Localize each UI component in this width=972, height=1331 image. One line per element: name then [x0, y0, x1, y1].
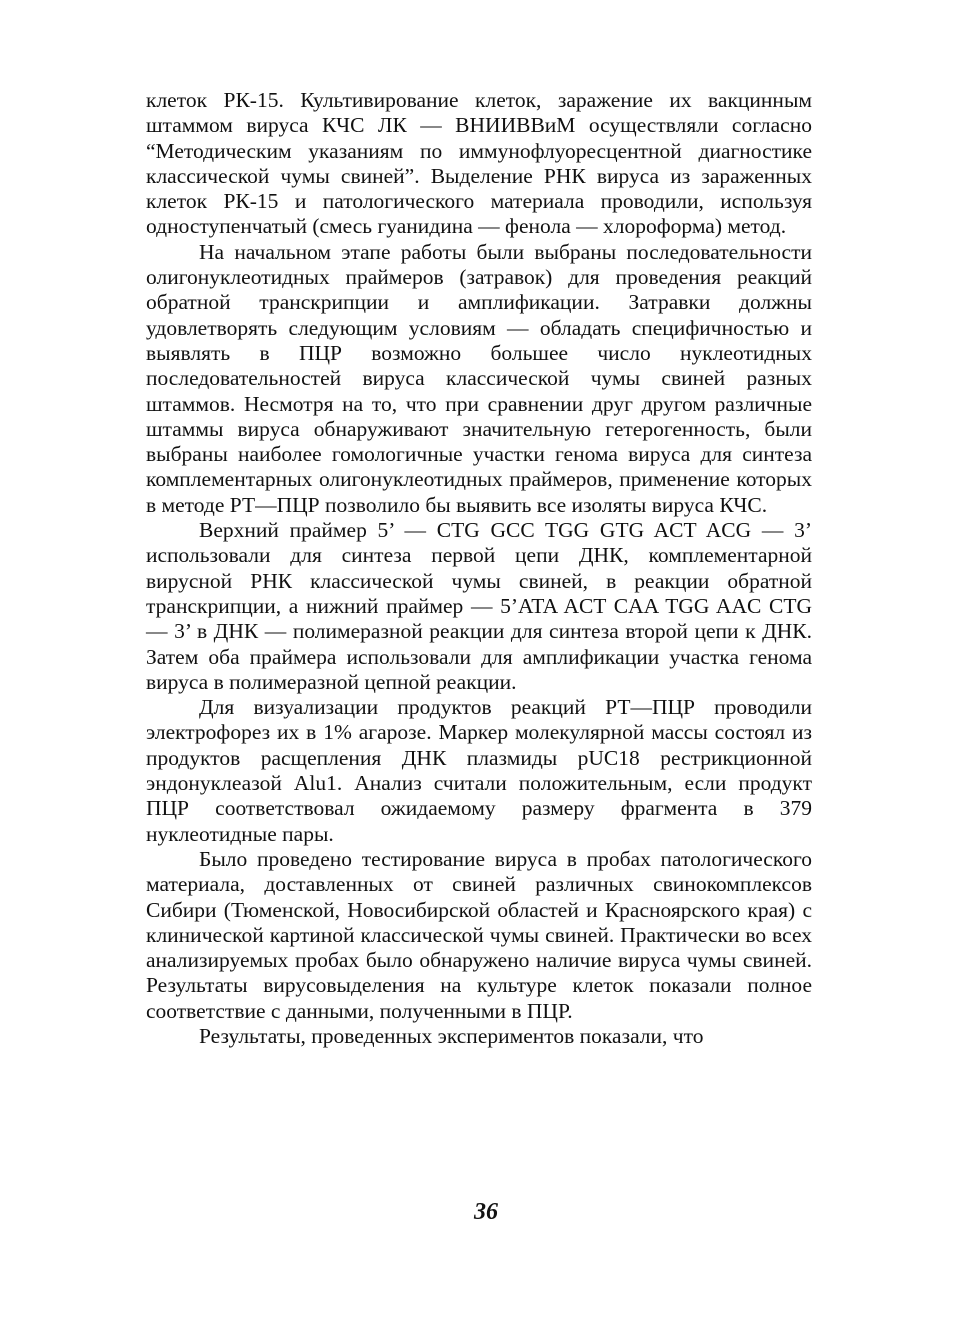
paragraph-primer-sequences: Верхний праймер 5’ — CTG GCC TGG GTG ACT ACG — 3’ использовали для синтеза первой цепи ДНК, комплементарной вирусной РНК классической чумы свиней, в реакции обратной транскрипции, а нижний праймер — 5’ATA ACT CAA TGG AAC CTG — 3’ в ДНК — полимеразной реакции для синтеза второй цепи к ДНК. Затем оба праймера использовали для амплификации участка генома вируса в полимеразной цепной реакции.	[146, 518, 812, 694]
paragraph-primer-selection: На начальном этапе работы были выбраны последовательности олигонуклеотидных праймеров (затравок) для проведения реакций обратной транскрипции и амплификации. Затравки должны удовлетворять следующим условиям — обладать специфичностью и выявлять в ПЦР возможно большее число нуклеотидных последовательностей вируса классической чумы свиней разных штаммов. Несмотря на то, что при сравнении друг другом различные штаммы вируса обнаруживают значительную гетерогенность, были выбраны наиболее гомологичные участки генома вируса для синтеза комплементарных олигонуклеотидных праймеров, применение которых в методе РТ—ПЦР позволило бы выявить все изоляты вируса КЧС.	[146, 239, 812, 517]
paragraph-field-testing: Было проведено тестирование вируса в пробах патологического материала, доставленных от свиней различных свинокомплексов Сибири (Тюменской, Новосибирской областей и Красноярского края) с клинической картиной классической чумы свиней. Практически во всех анализируемых пробах было обнаружено наличие вируса чумы свиней. Результаты вирусовыделения на культуре клеток показали полное соответствие с данными, полученными в ПЦР.	[146, 846, 812, 1023]
page-number: 36	[474, 1199, 498, 1225]
paragraph-results-start: Результаты, проведенных экспериментов показали, что	[199, 1023, 704, 1048]
paragraph-cell-culture: клеток РК-15. Культивирование клеток, заражение их вакцинным штаммом вируса КЧС ЛК — ВНИИВВиМ осуществляли согласно “Методическим указаниям по иммунофлуоресцентной диагностике классической чумы свиней”. Выделение РНК вируса из зараженных клеток РК-15 и патологического материала проводили, используя одноступенчатый (смесь гуанидина — фенола — хлороформа) метод.	[146, 88, 812, 239]
body-text	[146, 88, 812, 1049]
paragraph-electrophoresis: Для визуализации продуктов реакций РТ—ПЦР проводили электрофорез их в 1% агарозе. Маркер молекулярной массы состоял из продуктов расщепления ДНК плазмиды pUC18 рестрикционной эндонуклеазой Alu1. Анализ считали положительным, если продукт ПЦР соответствовал ожидаемому размеру фрагмента в 379 нуклеотидные пары.	[146, 695, 812, 846]
